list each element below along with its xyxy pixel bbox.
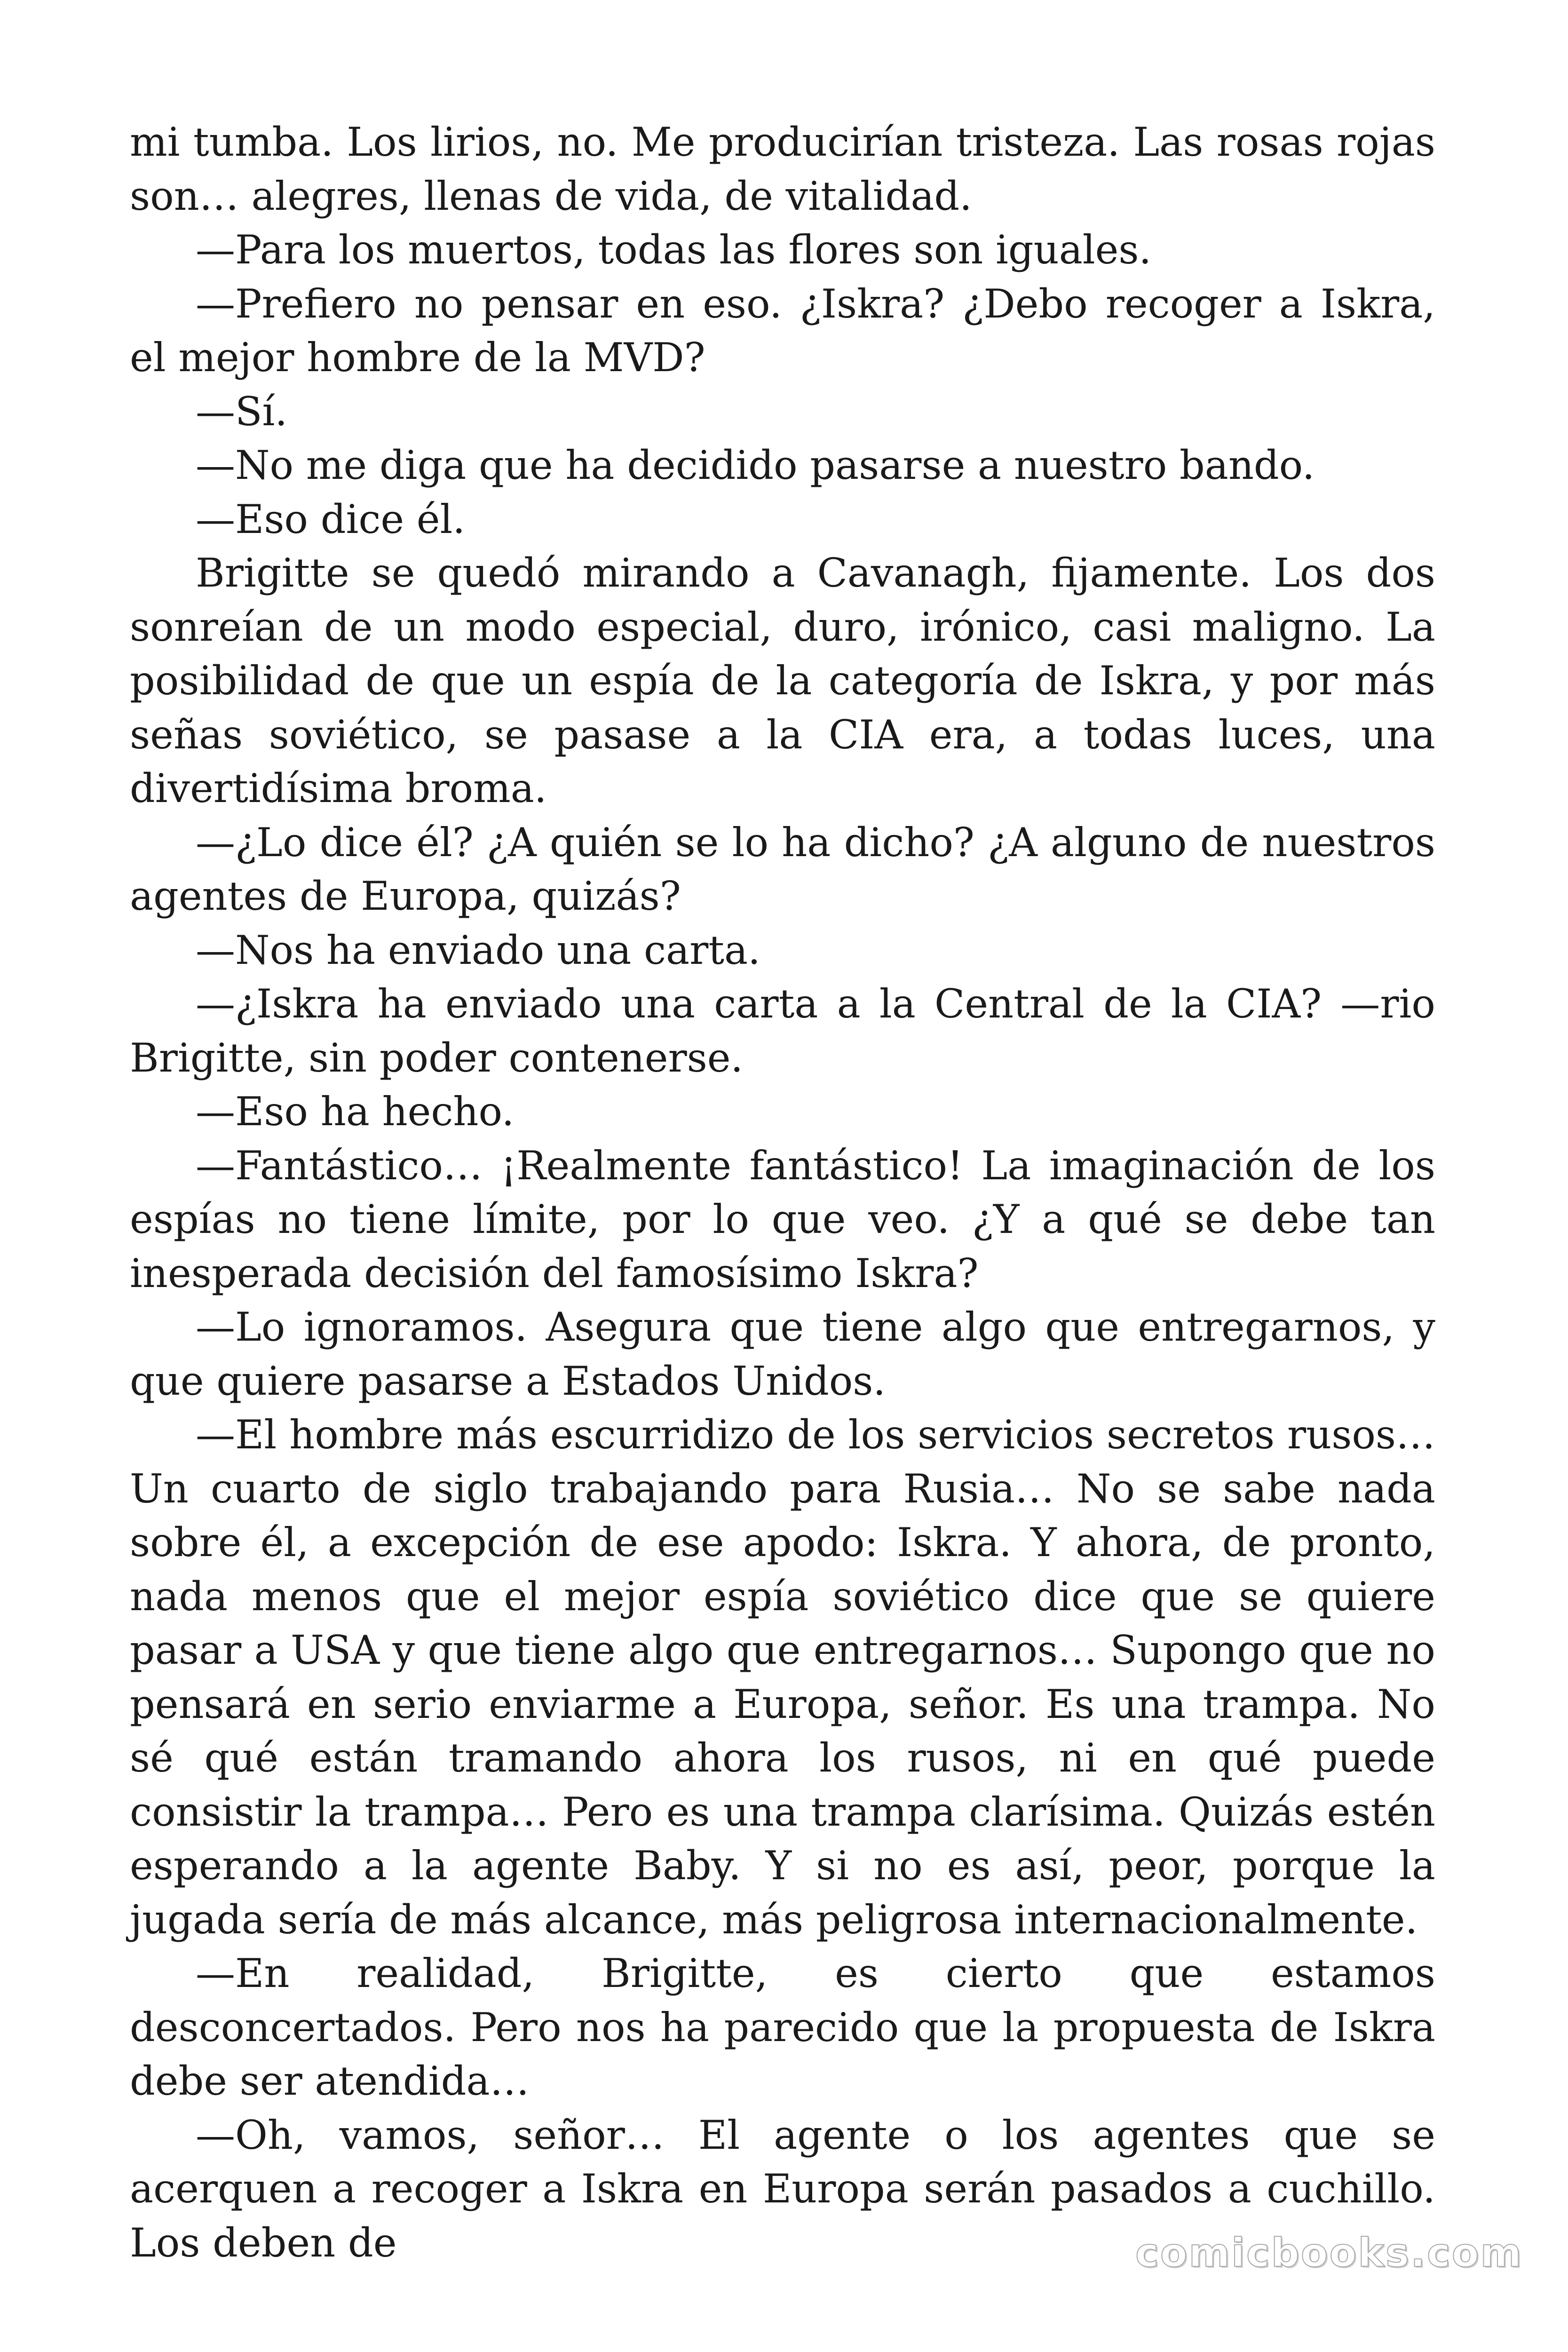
paragraph-10: —¿Iskra ha enviado una carta a la Central de la CIA? —rio Brigitte, sin poder contenerse. <box>130 981 1435 1081</box>
paragraph-9: —Nos ha enviado una carta. <box>196 927 760 973</box>
paragraph-7: Brigitte se quedó mirando a Cavanagh, fijamente. Los dos sonreían de un modo especial, duro, irónico, casi maligno. La posibilidad de que un espía de la categoría de Iskra, y por más señas soviético, se pasase a la CIA era, a todas luces, una divertidísima broma. <box>130 550 1435 811</box>
paragraph-1: mi tumba. Los lirios, no. Me producirían tristeza. Las rosas rojas son… alegres, llenas de vida, de vitalidad. <box>130 119 1435 219</box>
paragraph-2: —Para los muertos, todas las flores son iguales. <box>196 227 1152 273</box>
paragraph-6: —Eso dice él. <box>196 496 466 542</box>
body-text <box>130 115 1435 2270</box>
paragraph-13: —Lo ignoramos. Asegura que tiene algo que entregarnos, y que quiere pasarse a Estados Unidos. <box>130 1304 1435 1404</box>
paragraph-3: —Prefiero no pensar en eso. ¿Iskra? ¿Debo recoger a Iskra, el mejor hombre de la MVD? <box>130 280 1435 381</box>
paragraph-15: —En realidad, Brigitte, es cierto que estamos desconcertados. Pero nos ha parecido que la propuesta de Iskra debe ser atendida… <box>130 1950 1435 2104</box>
paragraph-5: —No me diga que ha decidido pasarse a nuestro bando. <box>196 442 1315 488</box>
paragraph-11: —Eso ha hecho. <box>196 1089 515 1135</box>
paragraph-8: —¿Lo dice él? ¿A quién se lo ha dicho? ¿A alguno de nuestros agentes de Europa, quizás? <box>130 819 1435 919</box>
paragraph-4: —Sí. <box>196 388 288 435</box>
paragraph-12: —Fantástico… ¡Realmente fantástico! La imaginación de los espías no tiene límite, por lo que veo. ¿Y a qué se debe tan inesperada decisión del famosísimo Iskra? <box>130 1142 1435 1296</box>
paragraph-14: —El hombre más escurridizo de los servicios secretos rusos… Un cuarto de siglo trabajando para Rusia… No se sabe nada sobre él, a excepción de ese apodo: Iskra. Y ahora, de pronto, nada menos que el mejor espía soviético dice que se quiere pasar a USA y que tiene algo que entregarnos… Supongo que no pensará en serio enviarme a Europa, señor. Es una trampa. No sé qué están tramando ahora los rusos, ni en qué puede consistir la trampa… Pero es una trampa clarísima. Quizás estén esperando a la agente Baby. Y si no es así, peor, porque la jugada sería de más alcance, más peligrosa internacionalmente. <box>130 1412 1435 1943</box>
watermark-logo: comicbooks.com <box>1135 2230 1523 2276</box>
paragraph-16: —Oh, vamos, señor… El agente o los agentes que se acerquen a recoger a Iskra en Europa serán pasados a cuchillo. Los deben de <box>130 2112 1435 2266</box>
